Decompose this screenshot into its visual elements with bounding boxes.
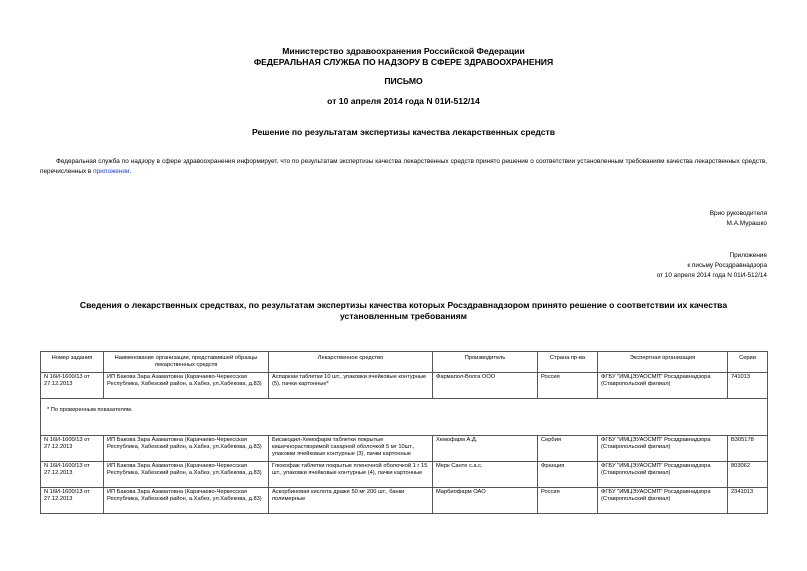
country-cell: Россия [538,373,598,399]
doc-title: Решение по результатам экспертизы качества лекарственных средств [251,127,556,137]
appendix-link[interactable]: приложении [93,168,130,175]
table-row [41,436,768,462]
series-cell: 803062 [728,462,768,488]
header-cell: Наименование организации, представившей образцы лекарственных средств [104,352,269,373]
expert-cell: ФГБУ "ИМЦЭУАОСМП" Росздравнадзора (Ставропольский филиал) [598,462,728,488]
table-row [41,373,768,399]
intro-text-end: . [129,168,132,175]
service-heading: ФЕДЕРАЛЬНАЯ СЛУЖБА ПО НАДЗОРУ В СФЕРЕ ЗДРАВООХРАНЕНИЯ [253,57,554,67]
expert-cell: ФГБУ "ИМЦЭУАОСМП" Росздравнадзора (Ставропольский филиал) [598,373,728,399]
appendix-letter-ref: к письму Росздравнадзора [687,262,767,269]
intro-paragraph [40,157,767,177]
appendix-date-ref: от 10 апреля 2014 года N 01И-512/14 [656,272,767,279]
maker-cell: Марбиофарм ОАО [433,488,538,514]
org-cell: ИП Бакова Зара Азаматовна (Карачаево-Черкесская Республика, Хабезский район, а.Хабез, ул.Хабекова, д.83) [104,462,269,488]
drug-cell: Глюкофаж таблетки покрытые пленочной оболочкой 1 г 15 шт., упаковки ячейковые контурные (4), пачки картонные [269,462,433,488]
series-cell: 2341013 [728,488,768,514]
header-cell: Серии [728,352,768,373]
country-cell: Сербия [538,436,598,462]
table-row [41,462,768,488]
intro-text: Федеральная служба по надзору в сфере здравоохранения информирует, что по результатам экспертизы качества лекарственных средств принято решение о соответствии установленным требованиям качества лекарственных средств, перечисленных в [40,158,767,175]
task-cell: N 16И-1600/13 от 27.12.2013 [41,462,104,488]
doc-date: от 10 апреля 2014 года N 01И-512/14 [327,96,480,106]
doc-type: ПИСЬМО [384,76,423,86]
task-cell: N 16И-1600/13 от 27.12.2013 [41,373,104,399]
ministry-heading: Министерство здравоохранения Российской Федерации [282,46,525,56]
series-cell: 741013 [728,373,768,399]
expert-cell: ФГБУ "ИМЦЭУАОСМП" Росздравнадзора (Ставропольский филиал) [598,436,728,462]
header-cell: Экспертная организация [598,352,728,373]
medicines-table [40,351,768,514]
task-cell: N 16И-1600/13 от 27.12.2013 [41,488,104,514]
country-cell: Франция [538,462,598,488]
series-cell: В305178 [728,436,768,462]
org-cell: ИП Бакова Зара Азаматовна (Карачаево-Черкесская Республика, Хабезский район, а.Хабез, ул.Хабекова, д.83) [104,436,269,462]
header-cell: Лекарственное средство [269,352,433,373]
drug-cell: Аскорбиновая кислота драже 50 мг 200 шт., банки полимерные [269,488,433,514]
maker-cell: Хемофарм А.Д. [433,436,538,462]
footnote-cell: * По проверенным показателям. [41,399,768,436]
table-header-row [41,352,768,373]
signature-position: Врио руководителя [709,210,767,217]
drug-cell: Аспаркам таблетки 10 шт., упаковки ячейковые контурные (5), пачки картонные* [269,373,433,399]
maker-cell: Фармапол-Волга ООО [433,373,538,399]
table-title: Сведения о лекарственных средствах, по результатам экспертизы качества которых Росздравнадзором принято решение о соответствии их качества установленным требованиям [79,300,728,321]
header-cell: Номер задания [41,352,104,373]
header-cell: Производитель [433,352,538,373]
header-cell: Страна пр-ва [538,352,598,373]
org-cell: ИП Бакова Зара Азаматовна (Карачаево-Черкесская Республика, Хабезский район, а.Хабез, ул.Хабекова, д.83) [104,488,269,514]
maker-cell: Мерк Санте с.а.с. [433,462,538,488]
footnote-row [41,399,768,436]
appendix-label: Приложение [729,252,767,259]
task-cell: N 16И-1600/13 от 27.12.2013 [41,436,104,462]
signature-name: М.А.Мурашко [726,220,767,227]
org-cell: ИП Бакова Зара Азаматовна (Карачаево-Черкесская Республика, Хабезский район, а.Хабез, ул.Хабекова, д.83) [104,373,269,399]
drug-cell: Бисакодил-Хемофарм таблетки покрытые кишечнорастворимой сахарной оболочкой 5 мг 10шт., упаковки ячейковые контурные (3), пачки картонные [269,436,433,462]
expert-cell: ФГБУ "ИМЦЭУАОСМП" Росздравнадзора (Ставропольский филиал) [598,488,728,514]
table-row [41,488,768,514]
country-cell: Россия [538,488,598,514]
